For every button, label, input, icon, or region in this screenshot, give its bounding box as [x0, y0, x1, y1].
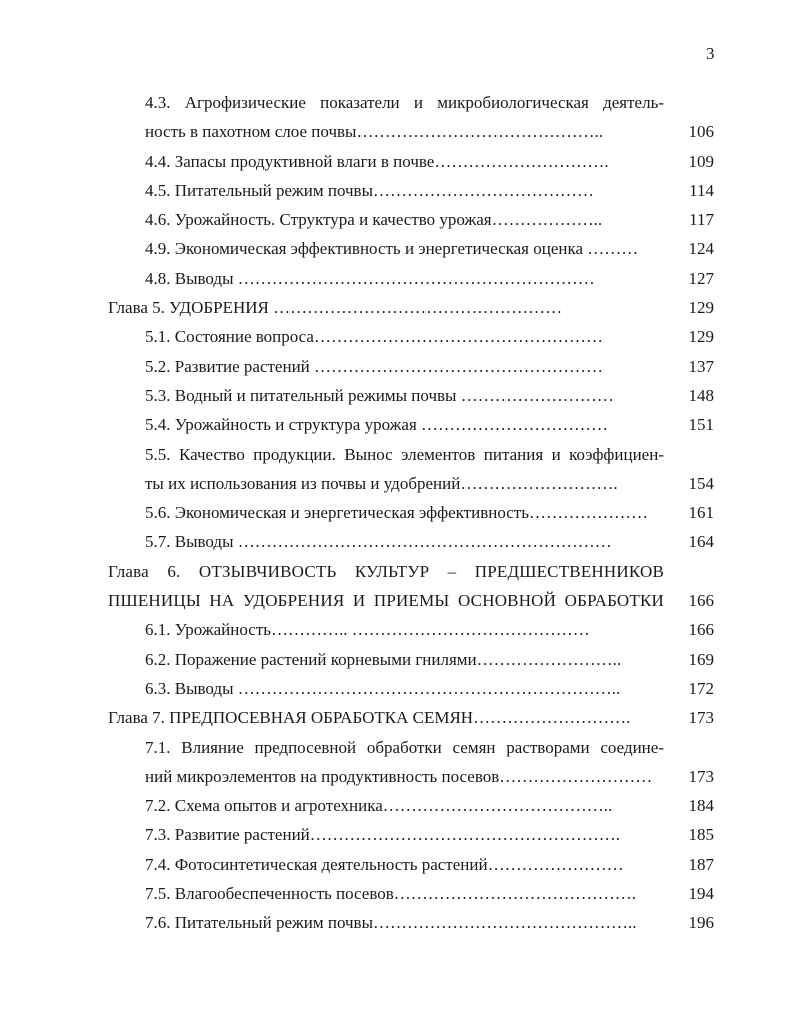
- toc-entry-4-6: [0, 205, 793, 234]
- toc-entry-7-3: [0, 820, 793, 849]
- toc-entry-title: 5.3. Водный и питательный режимы почвы ………………………: [145, 385, 614, 405]
- toc-entry-5-7: [0, 527, 793, 556]
- toc-entry-5-5: [0, 440, 793, 469]
- toc-entry-title: 7.3. Развитие растений……………………………………………….: [145, 825, 621, 845]
- toc-entry-4-9: [0, 234, 793, 263]
- toc-entry-page: 187: [688, 854, 714, 874]
- toc-entry-page: 129: [688, 327, 714, 347]
- toc-entry-page: 137: [688, 356, 714, 376]
- toc-entry-title: ты их использования из почвы и удобрений……………………….: [145, 473, 618, 493]
- toc-entry-title: ний микроэлементов на продуктивность посевов………………………: [145, 766, 653, 786]
- toc-entry-4-4: [0, 147, 793, 176]
- toc-chapter-title: ПШЕНИЦЫ НА УДОБРЕНИЯ И ПРИЕМЫ ОСНОВНОЙ ОБРАБОТКИ: [108, 591, 664, 611]
- toc-entry-title: 6.2. Поражение растений корневыми гнилями……………………..: [145, 649, 622, 669]
- toc-entry-5-5-cont: [0, 469, 793, 498]
- toc-entry-title: 5.1. Состояние вопроса……………………………………………: [145, 327, 603, 347]
- toc-chapter-6: [0, 557, 793, 586]
- toc-entry-7-1-cont: [0, 762, 793, 791]
- toc-entry-page: 106: [688, 122, 714, 142]
- toc-entry-page: 117: [689, 210, 714, 230]
- toc-entry-4-3: [0, 88, 793, 117]
- toc-chapter-7: [0, 703, 793, 732]
- toc-entry-7-6: [0, 908, 793, 937]
- toc-entry-page: 109: [688, 151, 714, 171]
- toc-entry-title: 5.6. Экономическая и энергетическая эффективность…………………: [145, 503, 648, 523]
- toc-entry-5-2: [0, 352, 793, 381]
- toc-entry-6-3: [0, 674, 793, 703]
- toc-entry-title: 4.4. Запасы продуктивной влаги в почве………………………….: [145, 151, 609, 171]
- toc-chapter-title: Глава 6. ОТЗЫВЧИВОСТЬ КУЛЬТУР – ПРЕДШЕСТВЕННИКОВ: [108, 561, 664, 581]
- toc-entry-page: 164: [688, 532, 714, 552]
- toc-entry-title: 5.5. Качество продукции. Вынос элементов питания и коэффициен-: [145, 444, 664, 464]
- toc-entry-title: 6.3. Выводы …………………………………………………………..: [145, 678, 621, 698]
- toc-entry-title: 5.2. Развитие растений ……………………………………………: [145, 356, 604, 376]
- toc-entry-title: 7.1. Влияние предпосевной обработки семян растворами соедине-: [145, 737, 664, 757]
- toc-entry-page: 194: [688, 884, 714, 904]
- toc-entry-title: 5.4. Урожайность и структура урожая ……………………………: [145, 415, 609, 435]
- toc-entry-page: 151: [688, 415, 714, 435]
- page-number: 3: [706, 44, 715, 63]
- table-of-contents: [0, 88, 793, 938]
- toc-entry-7-5: [0, 879, 793, 908]
- toc-entry-page: 173: [688, 766, 714, 786]
- toc-entry-7-2: [0, 791, 793, 820]
- toc-entry-title: ность в пахотном слое почвы……………………………………..: [145, 122, 603, 142]
- toc-entry-title: 7.2. Схема опытов и агротехника…………………………………..: [145, 796, 613, 816]
- toc-entry-page: 154: [688, 473, 714, 493]
- toc-entry-6-2: [0, 645, 793, 674]
- toc-entry-page: 166: [688, 620, 714, 640]
- toc-entry-page: 172: [688, 678, 714, 698]
- toc-entry-title: 6.1. Урожайность………….. ……………………………………: [145, 620, 590, 640]
- toc-entry-title: 4.9. Экономическая эффективность и энергетическая оценка ………: [145, 239, 639, 259]
- toc-entry-title: 7.5. Влагообеспеченность посевов…………………………………….: [145, 884, 637, 904]
- toc-chapter-6-cont: [0, 586, 793, 615]
- toc-entry-page: 173: [688, 708, 714, 728]
- toc-chapter-title: Глава 5. УДОБРЕНИЯ ……………………………………………: [108, 298, 563, 318]
- toc-entry-page: 169: [688, 649, 714, 669]
- toc-entry-title: 4.5. Питательный режим почвы…………………………………: [145, 180, 594, 200]
- toc-entry-page: 124: [688, 239, 714, 259]
- toc-entry-page: 161: [688, 503, 714, 523]
- toc-entry-7-1: [0, 733, 793, 762]
- toc-entry-title: 4.6. Урожайность. Структура и качество урожая………………..: [145, 210, 603, 230]
- toc-entry-page: 129: [688, 298, 714, 318]
- toc-entry-page: 196: [688, 913, 714, 933]
- toc-entry-title: 4.3. Агрофизические показатели и микробиологическая деятель-: [145, 93, 664, 112]
- toc-entry-page: 184: [688, 796, 714, 816]
- toc-entry-title: 7.4. Фотосинтетическая деятельность растений……………………: [145, 854, 624, 874]
- toc-entry-7-4: [0, 850, 793, 879]
- toc-entry-5-1: [0, 322, 793, 351]
- toc-entry-4-8: [0, 264, 793, 293]
- toc-entry-title: 4.8. Выводы ………………………………………………………: [145, 268, 595, 288]
- toc-entry-page: 127: [688, 268, 714, 288]
- toc-chapter-5: [0, 293, 793, 322]
- toc-entry-4-3-cont: [0, 117, 793, 146]
- toc-entry-4-5: [0, 176, 793, 205]
- toc-entry-title: 5.7. Выводы …………………………………………………………: [145, 532, 612, 552]
- toc-entry-title: 7.6. Питательный режим почвы………………………………………..: [145, 913, 637, 933]
- toc-entry-5-6: [0, 498, 793, 527]
- toc-entry-5-4: [0, 410, 793, 439]
- toc-entry-page: 185: [688, 825, 714, 845]
- toc-entry-5-3: [0, 381, 793, 410]
- toc-entry-6-1: [0, 615, 793, 644]
- toc-chapter-title: Глава 7. ПРЕДПОСЕВНАЯ ОБРАБОТКА СЕМЯН……………………….: [108, 708, 631, 728]
- toc-entry-page: 148: [688, 385, 714, 405]
- toc-entry-page: 114: [689, 180, 714, 200]
- toc-entry-page: 166: [688, 591, 714, 611]
